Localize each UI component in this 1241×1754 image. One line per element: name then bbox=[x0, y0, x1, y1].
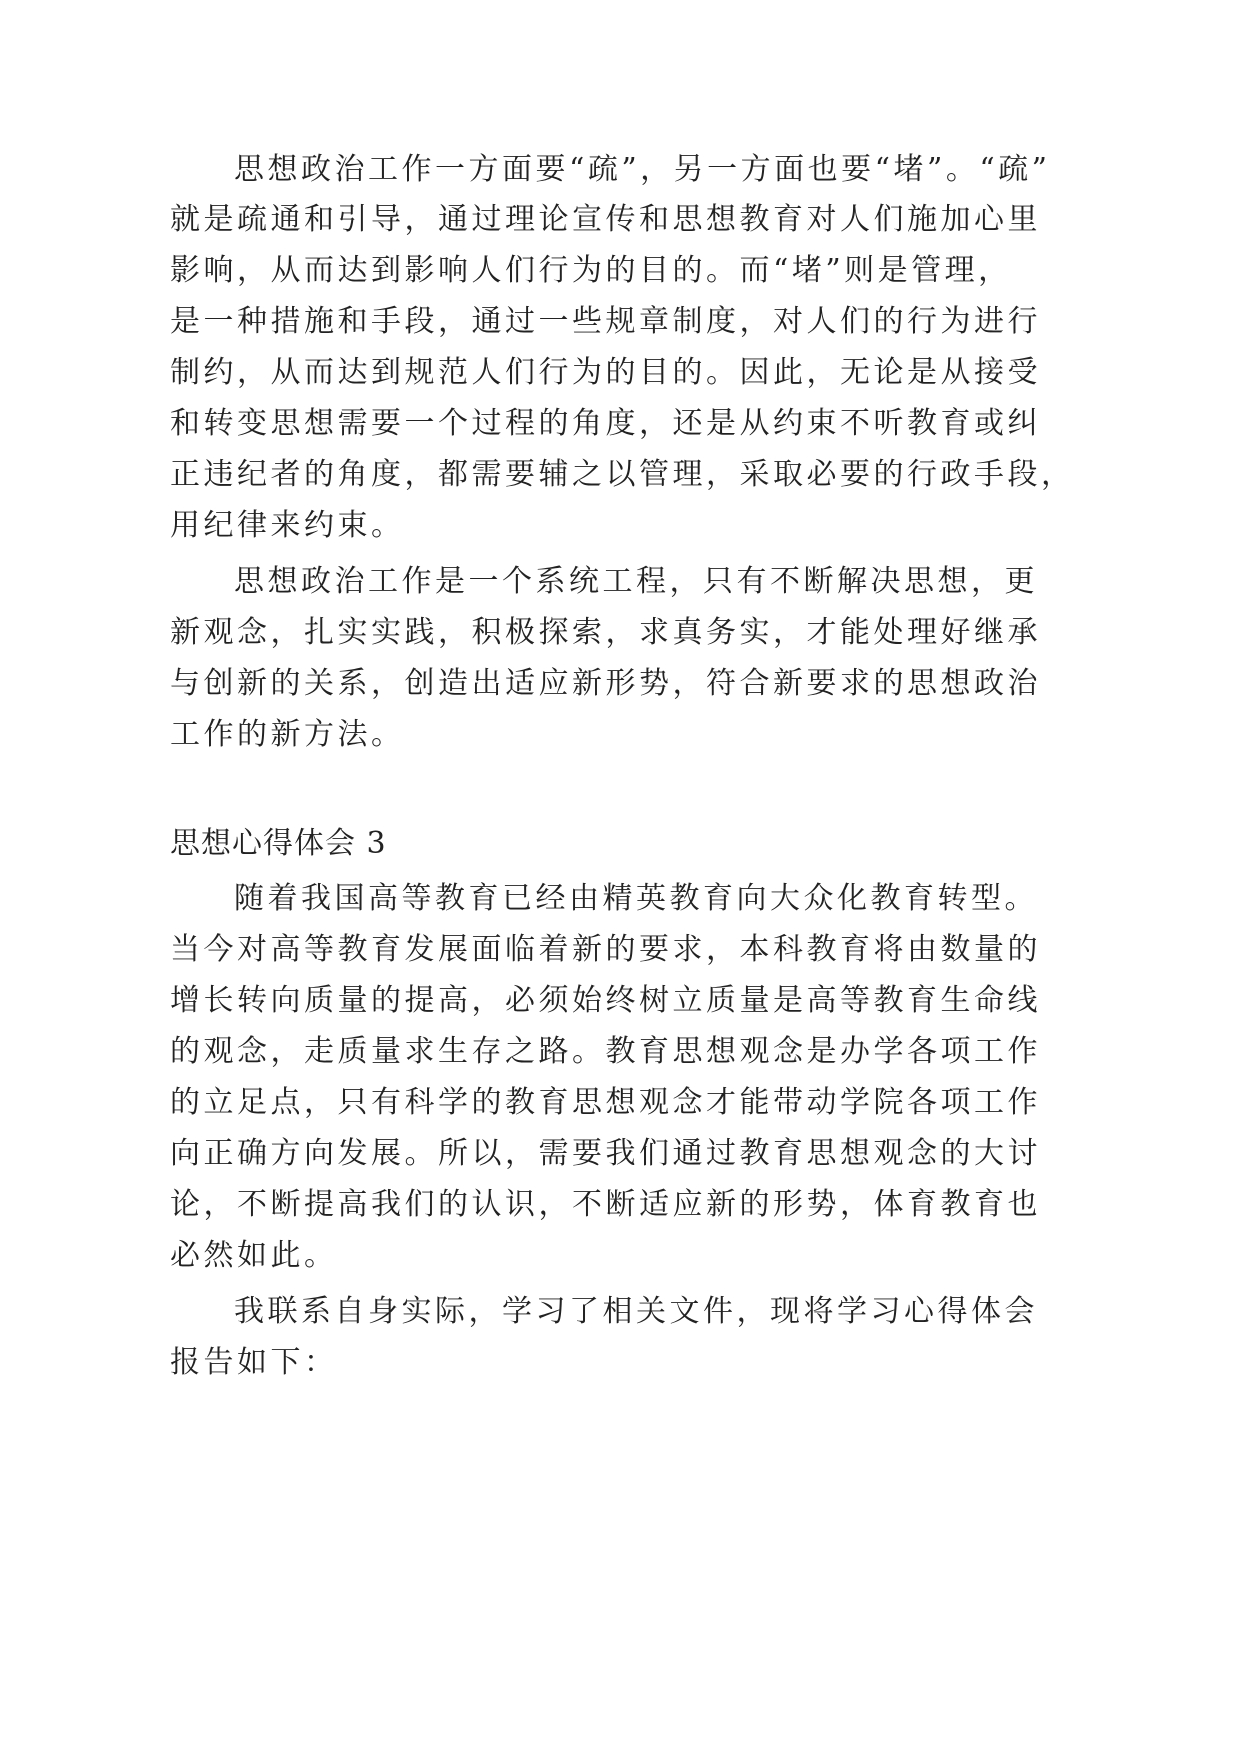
paragraph-line: 向正确方向发展。所以，需要我们通过教育思想观念的大讨 bbox=[170, 1136, 1041, 1171]
paragraph-line: 用纪律来约束。 bbox=[170, 508, 405, 543]
paragraph-line: 论，不断提高我们的认识，不断适应新的形势，体育教育也 bbox=[170, 1187, 1041, 1222]
paragraph-line: 与创新的关系，创造出适应新形势，符合新要求的思想政治 bbox=[170, 666, 1041, 701]
paragraph-line: 随着我国高等教育已经由精英教育向大众化教育转型。 bbox=[234, 881, 1038, 916]
paragraph-line: 必然如此。 bbox=[170, 1238, 338, 1273]
paragraph-line: 正违纪者的角度，都需要辅之以管理，采取必要的行政手段， bbox=[170, 457, 1075, 492]
paragraph-line: 我联系自身实际，学习了相关文件，现将学习心得体会 bbox=[234, 1294, 1038, 1329]
paragraph-line: 工作的新方法。 bbox=[170, 717, 405, 752]
paragraph-line: 制约，从而达到规范人们行为的目的。因此，无论是从接受 bbox=[170, 355, 1041, 390]
paragraph-line: 当今对高等教育发展面临着新的要求，本科教育将由数量的 bbox=[170, 932, 1041, 967]
paragraph-line: 的观念，走质量求生存之路。教育思想观念是办学各项工作 bbox=[170, 1034, 1041, 1069]
paragraph-line: 增长转向质量的提高，必须始终树立质量是高等教育生命线 bbox=[170, 983, 1041, 1018]
paragraph-line: 的立足点，只有科学的教育思想观念才能带动学院各项工作 bbox=[170, 1085, 1041, 1120]
paragraph-line: 影响，从而达到影响人们行为的目的。而“堵”则是管理， bbox=[170, 253, 1012, 288]
paragraph-line: 思想政治工作是一个系统工程，只有不断解决思想，更 bbox=[234, 564, 1038, 599]
paragraph-line: 就是疏通和引导，通过理论宣传和思想教育对人们施加心里 bbox=[170, 202, 1041, 237]
section-heading: 思想心得体会 3 bbox=[170, 826, 387, 861]
paragraph-line: 新观念，扎实实践，积极探索，求真务实，才能处理好继承 bbox=[170, 615, 1041, 650]
paragraph-line: 思想政治工作一方面要“疏”，另一方面也要“堵”。“疏” bbox=[234, 152, 1051, 187]
paragraph-line: 是一种措施和手段，通过一些规章制度，对人们的行为进行 bbox=[170, 304, 1041, 339]
paragraph-line: 报告如下： bbox=[170, 1345, 338, 1380]
paragraph-line: 和转变思想需要一个过程的角度，还是从约束不听教育或纠 bbox=[170, 406, 1041, 441]
